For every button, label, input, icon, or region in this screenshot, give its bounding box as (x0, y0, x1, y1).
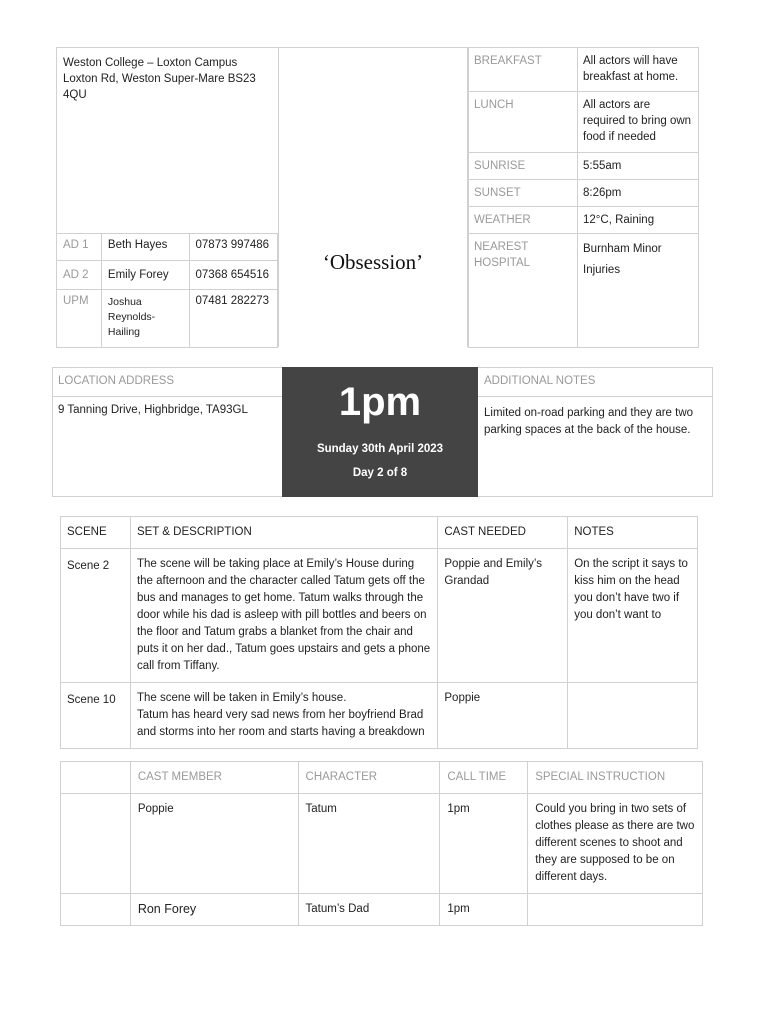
contact-name: Emily Forey (101, 261, 189, 290)
cast-header: CALL TIME (440, 762, 528, 794)
contact-row (57, 234, 278, 261)
cast-row (61, 794, 703, 894)
scene-description-line: The scene will be taken in Emily’s house. (136, 692, 347, 704)
contact-phone: 07481 282273 (189, 290, 277, 348)
contact-phone: 07368 654516 (189, 261, 277, 290)
contact-role: UPM (57, 290, 102, 348)
scene-number: Scene 2 (61, 549, 131, 683)
info-value: All actors are required to bring own food if needed (578, 92, 699, 153)
scene-description-line: Tatum has heard very sad news from her boyfriend Brad and storms into her room and starts having a breakdown (136, 709, 425, 738)
info-value: 5:55am (578, 153, 699, 180)
title-panel (278, 47, 468, 347)
college-name: Weston College – Loxton Campus (63, 57, 238, 69)
info-value: Burnham Minor Injuries (578, 234, 699, 348)
info-row (469, 180, 699, 207)
contact-name: Beth Hayes (101, 234, 189, 261)
scenes-header: SET & DESCRIPTION (130, 517, 437, 549)
info-value: All actors will have breakfast at home. (578, 48, 699, 92)
info-row (469, 48, 699, 92)
cast-character: Tatum’s Dad (298, 894, 440, 926)
scene-cast: Poppie and Emily’s Grandad (438, 549, 568, 683)
cast-member: Ron Forey (130, 894, 298, 926)
scene-description (130, 683, 437, 749)
scenes-header: SCENE (61, 517, 131, 549)
location-address: 9 Tanning Drive, Highbridge, TA93GL (58, 404, 248, 416)
cast-instruction: Could you bring in two sets of clothes please as there are two different scenes to shoot and they are supposed to be on different days. (528, 794, 703, 894)
cast-member: Poppie (130, 794, 298, 894)
info-label: BREAKFAST (469, 48, 578, 92)
cast-row (61, 894, 703, 926)
cast-index (61, 894, 131, 926)
cast-header: CAST MEMBER (130, 762, 298, 794)
production-title: ‘Obsession’ (322, 250, 424, 274)
scene-row (61, 549, 698, 683)
info-row (469, 153, 699, 180)
contact-row (57, 290, 278, 348)
info-label: SUNRISE (469, 153, 578, 180)
info-label: LUNCH (469, 92, 578, 153)
info-row (469, 92, 699, 153)
scene-notes (568, 683, 698, 749)
notes-text: Limited on-road parking and they are two parking spaces at the back of the house. (484, 407, 694, 436)
scene-row (61, 683, 698, 749)
scene-description: The scene will be taking place at Emily’s House during the afternoon and the character called Tatum gets off the bus and manages to get home. Tatum walks through the door while his dad is asleep with pill bottles and beers on the floor and Tatum grabs a blanket from the chair and puts it on her dad., Tatum goes upstairs and gets a phone call from Tiffany. (130, 549, 437, 683)
info-label: NEAREST HOSPITAL (469, 234, 578, 348)
info-label: SUNSET (469, 180, 578, 207)
scenes-header: CAST NEEDED (438, 517, 568, 549)
cast-index (61, 794, 131, 894)
scene-notes: On the script it says to kiss him on the head you don’t have two if you don’t want to (568, 549, 698, 683)
info-row (469, 207, 699, 234)
contact-name: Joshua Reynolds-Hailing (101, 290, 189, 348)
scenes-header-row (61, 517, 698, 549)
cast-call-time: 1pm (440, 894, 528, 926)
shoot-day: Day 2 of 8 (352, 467, 408, 479)
contact-row (57, 261, 278, 290)
shoot-date: Sunday 30th April 2023 (316, 443, 444, 455)
cast-header: CHARACTER (298, 762, 440, 794)
cast-instruction (528, 894, 703, 926)
scenes-table (60, 516, 698, 749)
cast-header (61, 762, 131, 794)
contact-role: AD 1 (57, 234, 102, 261)
college-postcode: 4QU (63, 89, 87, 101)
contacts-table (56, 233, 278, 348)
cast-header-row (61, 762, 703, 794)
cast-table (60, 761, 703, 926)
cast-character: Tatum (298, 794, 440, 894)
college-street: Loxton Rd, Weston Super-Mare BS23 (63, 73, 256, 85)
call-time: 1pm (338, 380, 422, 424)
college-address (56, 47, 278, 233)
info-value: 8:26pm (578, 180, 699, 207)
contact-role: AD 2 (57, 261, 102, 290)
info-value: 12°C, Raining (578, 207, 699, 234)
info-label: WEATHER (469, 207, 578, 234)
cast-header: SPECIAL INSTRUCTION (528, 762, 703, 794)
info-row (469, 234, 699, 348)
notes-heading: ADDITIONAL NOTES (478, 367, 713, 397)
scenes-header: NOTES (568, 517, 698, 549)
cast-call-time: 1pm (440, 794, 528, 894)
location-heading: LOCATION ADDRESS (52, 367, 282, 397)
info-table (468, 47, 699, 348)
scene-number: Scene 10 (61, 683, 131, 749)
scene-cast: Poppie (438, 683, 568, 749)
contact-phone: 07873 997486 (189, 234, 277, 261)
